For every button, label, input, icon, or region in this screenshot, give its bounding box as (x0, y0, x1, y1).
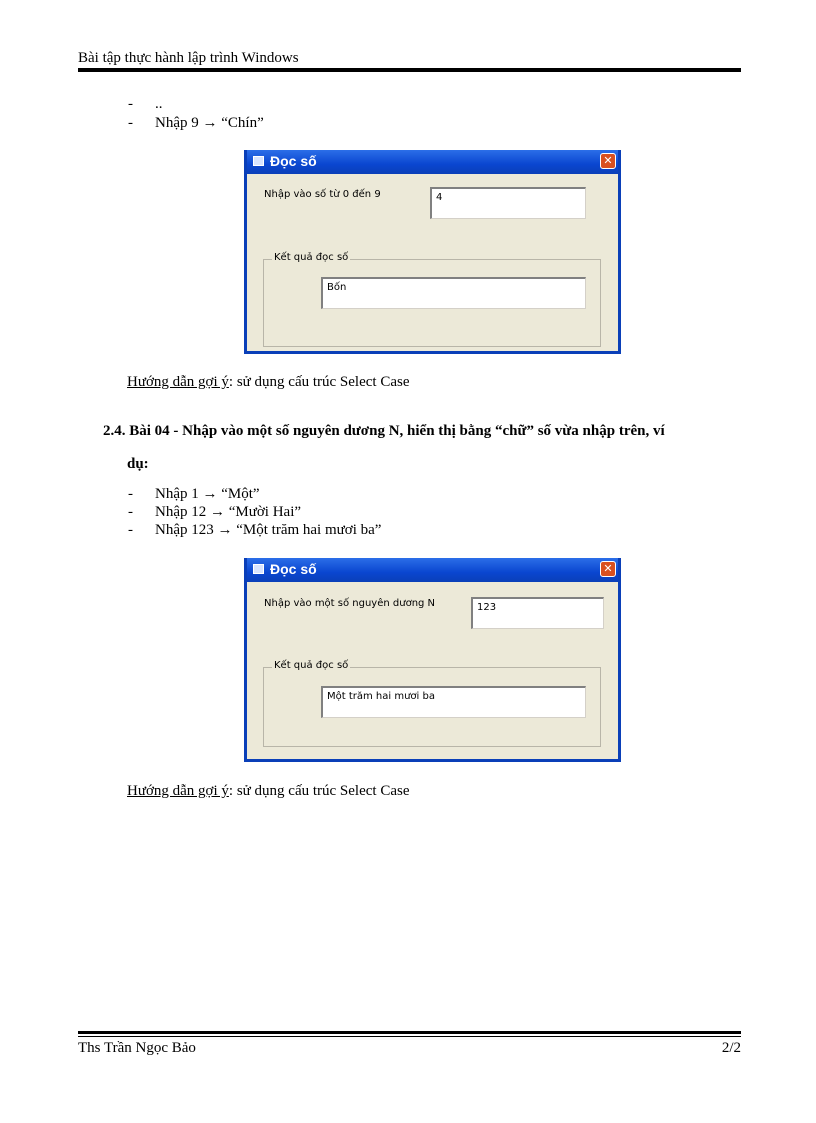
list-item (128, 115, 264, 132)
result-frame-label: Kết quả đọc số (274, 660, 349, 671)
list-item (128, 504, 301, 521)
list-item-text: Nhập 1 → “Một” (155, 486, 260, 502)
list-item-text: Nhập 12 → “Mười Hai” (155, 504, 302, 520)
header-rule (78, 68, 741, 72)
window-client-area (247, 582, 618, 759)
bullet-dash: - (128, 486, 133, 502)
window-title: Đọc số (270, 561, 317, 577)
bullet-dash: - (128, 504, 133, 520)
list-item (128, 522, 381, 539)
doc-so-window-1 (244, 150, 621, 354)
app-icon (253, 564, 264, 574)
bullet-dash: - (128, 115, 133, 131)
number-input[interactable]: 4 (430, 187, 586, 219)
app-icon (253, 156, 264, 166)
footer-author: Ths Trần Ngọc Bảo (78, 1040, 196, 1056)
section-heading-continuation: dụ: (127, 456, 149, 472)
doc-so-window-2 (244, 558, 621, 762)
window-client-area (247, 174, 618, 351)
window-title: Đọc số (270, 153, 317, 169)
window-titlebar[interactable] (247, 150, 618, 174)
page-header-title: Bài tập thực hành lập trình Windows (78, 50, 299, 66)
list-item-text: .. (155, 96, 163, 112)
bullet-dash: - (128, 96, 133, 112)
section-heading: 2.4. Bài 04 - Nhập vào một số nguyên dương N, hiển thị bằng “chữ” số vừa nhập trên, ví (103, 423, 665, 439)
footer-rule (78, 1031, 741, 1034)
footer-rule-thin (78, 1036, 741, 1037)
hint-text: : sử dụng cấu trúc Select Case (228, 783, 410, 799)
result-output[interactable]: Một trăm hai mươi ba (321, 686, 586, 718)
page-number: 2/2 (721, 1040, 741, 1056)
result-frame-label: Kết quả đọc số (274, 252, 349, 263)
hint-line (127, 783, 410, 800)
list-item-text: Nhập 123 → “Một trăm hai mươi ba” (155, 522, 382, 538)
number-input[interactable]: 123 (471, 597, 604, 629)
input-label: Nhập vào số từ 0 đến 9 (264, 189, 381, 200)
hint-label: Hướng dẫn gợi ý (127, 783, 229, 799)
hint-text: : sử dụng cấu trúc Select Case (228, 374, 410, 390)
list-item (128, 96, 163, 113)
input-label: Nhập vào một số nguyên dương N (264, 598, 436, 609)
result-output[interactable]: Bốn (321, 277, 586, 309)
list-item-text: Nhập 9 → “Chín” (155, 115, 264, 131)
result-frame (263, 660, 601, 747)
window-titlebar[interactable] (247, 558, 618, 582)
hint-label: Hướng dẫn gợi ý (127, 374, 229, 390)
close-icon[interactable]: ✕ (600, 561, 616, 577)
bullet-dash: - (128, 522, 133, 538)
list-item (128, 486, 260, 503)
close-icon[interactable]: ✕ (600, 153, 616, 169)
result-frame (263, 252, 601, 347)
hint-line (127, 374, 410, 391)
